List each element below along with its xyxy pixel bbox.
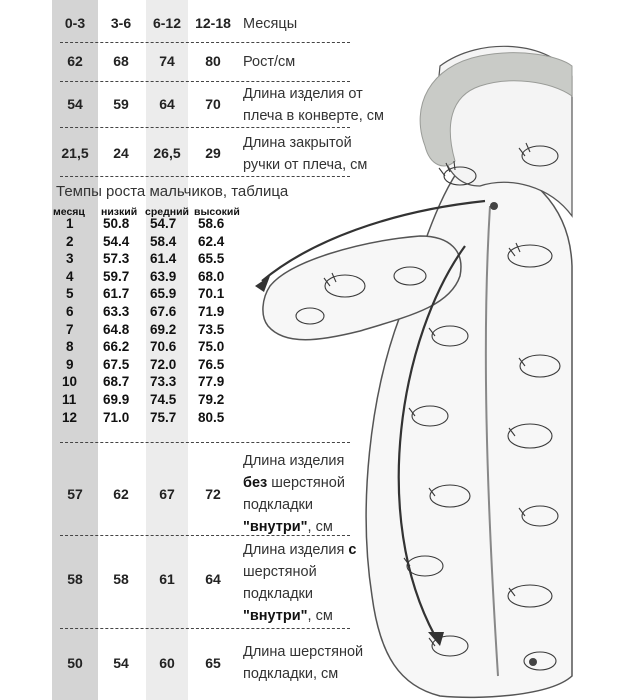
- growth-value-cell: 75.0: [198, 339, 225, 355]
- growth-month-cell: 6: [66, 304, 74, 319]
- row-label-line: подкладки: [243, 497, 313, 513]
- growth-value-cell: 65.5: [198, 251, 225, 267]
- size-cell: 0-3: [64, 15, 86, 31]
- growth-value-cell: 69.2: [150, 321, 177, 337]
- size-cell: 50: [67, 655, 83, 671]
- growth-month-cell: 12: [62, 409, 78, 425]
- growth-value-cell: 61.7: [103, 286, 130, 302]
- emphasis-text: без: [243, 475, 268, 491]
- size-cell: 54: [113, 655, 129, 671]
- growth-value-cell: 75.7: [150, 409, 177, 425]
- size-cell: 68: [113, 53, 129, 69]
- growth-value-cell: 71.0: [103, 409, 130, 425]
- growth-value-cell: 57.3: [103, 251, 130, 267]
- growth-value-cell: 74.5: [150, 392, 177, 407]
- growth-value-cell: 67.6: [150, 304, 177, 319]
- growth-value-cell: 70.1: [198, 286, 225, 302]
- size-cell: 58: [113, 571, 129, 587]
- growth-month-cell: 2: [66, 233, 74, 249]
- emphasis-text: "внутри": [243, 519, 308, 535]
- growth-value-cell: 73.3: [150, 374, 177, 390]
- growth-value-cell: 58.6: [198, 216, 225, 231]
- growth-value-cell: 50.8: [103, 216, 130, 231]
- size-cell: 29: [205, 145, 221, 161]
- growth-month-cell: 10: [62, 374, 78, 390]
- growth-header: месяц: [53, 206, 85, 218]
- row-label-line: плеча в конверте, см: [243, 108, 385, 124]
- size-cell: 57: [67, 486, 83, 502]
- size-cell: 58: [67, 571, 83, 587]
- growth-header: высокий: [194, 206, 240, 218]
- growth-value-cell: 76.5: [198, 356, 225, 372]
- emphasis-text: с: [348, 542, 357, 558]
- snap-button: [529, 658, 537, 666]
- size-cell: 60: [159, 655, 175, 671]
- row-label-text: , см: [307, 608, 333, 624]
- growth-month-cell: 9: [66, 356, 74, 372]
- growth-value-cell: 63.9: [150, 268, 177, 284]
- size-cell: 12-18: [195, 15, 231, 31]
- size-cell: 54: [67, 96, 83, 112]
- growth-header: средний: [145, 206, 190, 218]
- growth-value-cell: 79.2: [198, 392, 225, 407]
- row-label-line: шерстяной: [243, 564, 317, 580]
- row-label-line: Длина изделия: [243, 453, 345, 469]
- size-cell: 3-6: [110, 15, 132, 31]
- growth-month-cell: 7: [66, 321, 74, 337]
- growth-value-cell: 63.3: [103, 304, 130, 319]
- growth-value-cell: 67.5: [103, 356, 130, 372]
- growth-value-cell: 54.4: [103, 233, 130, 249]
- growth-month-cell: 4: [66, 268, 74, 284]
- growth-table-title: Темпы роста мальчиков, таблица: [56, 183, 289, 200]
- growth-value-cell: 68.7: [103, 374, 130, 390]
- growth-value-cell: 77.9: [198, 374, 225, 390]
- growth-month-cell: 11: [62, 392, 77, 407]
- growth-value-cell: 70.6: [150, 339, 177, 355]
- size-cell: 70: [205, 96, 221, 112]
- size-cell: 59: [113, 96, 129, 112]
- growth-value-cell: 69.9: [103, 392, 130, 407]
- growth-value-cell: 72.0: [150, 356, 177, 372]
- row-label-line: Длина закрытой: [243, 135, 352, 151]
- growth-value-cell: 68.0: [198, 268, 225, 284]
- growth-month-cell: 3: [66, 251, 74, 267]
- growth-value-cell: 71.9: [198, 304, 225, 319]
- emphasis-text: "внутри": [243, 608, 308, 624]
- growth-value-cell: 61.4: [150, 251, 177, 267]
- growth-value-cell: 59.7: [103, 268, 130, 284]
- size-cell: 62: [113, 486, 129, 502]
- row-label-line: ручки от плеча, см: [243, 157, 368, 173]
- size-cell: 80: [205, 53, 221, 69]
- product-photo: [250, 36, 580, 700]
- growth-value-cell: 66.2: [103, 339, 130, 355]
- size-cell: 6-12: [152, 15, 182, 31]
- snap-button: [490, 202, 498, 210]
- row-label-line: подкладки: [243, 586, 313, 602]
- growth-value-cell: 54.7: [150, 216, 177, 231]
- size-cell: 64: [205, 571, 221, 587]
- growth-header: низкий: [101, 206, 138, 218]
- growth-value-cell: 73.5: [198, 321, 225, 337]
- growth-month-cell: 5: [66, 286, 74, 302]
- size-cell: 65: [205, 655, 221, 671]
- growth-value-cell: 62.4: [198, 233, 225, 249]
- row-label: Рост/см: [243, 54, 296, 70]
- size-cell: 74: [159, 53, 175, 69]
- row-label-text: шерстяной: [267, 475, 345, 491]
- row-label-line: Длина изделия от: [243, 86, 363, 102]
- size-cell: 61: [159, 571, 175, 587]
- row-label-text: , см: [307, 519, 333, 535]
- size-cell: 21,5: [61, 145, 89, 161]
- row-label: Месяцы: [243, 16, 298, 32]
- row-label-line: Длина шерстяной: [243, 644, 364, 660]
- growth-value-cell: 80.5: [198, 409, 225, 425]
- growth-month-cell: 1: [66, 216, 74, 231]
- row-label-text: Длина изделия: [243, 542, 349, 558]
- growth-value-cell: 58.4: [150, 233, 177, 249]
- size-cell: 67: [159, 486, 175, 502]
- growth-month-cell: 8: [66, 339, 74, 355]
- size-cell: 72: [205, 486, 221, 502]
- size-cell: 62: [67, 53, 83, 69]
- envelope-body: [366, 156, 572, 697]
- row-label-line: подкладки, см: [243, 666, 339, 682]
- size-cell: 26,5: [153, 145, 181, 161]
- growth-value-cell: 65.9: [150, 286, 177, 302]
- size-cell: 64: [159, 96, 175, 112]
- growth-value-cell: 64.8: [103, 321, 130, 337]
- size-cell: 24: [113, 145, 129, 161]
